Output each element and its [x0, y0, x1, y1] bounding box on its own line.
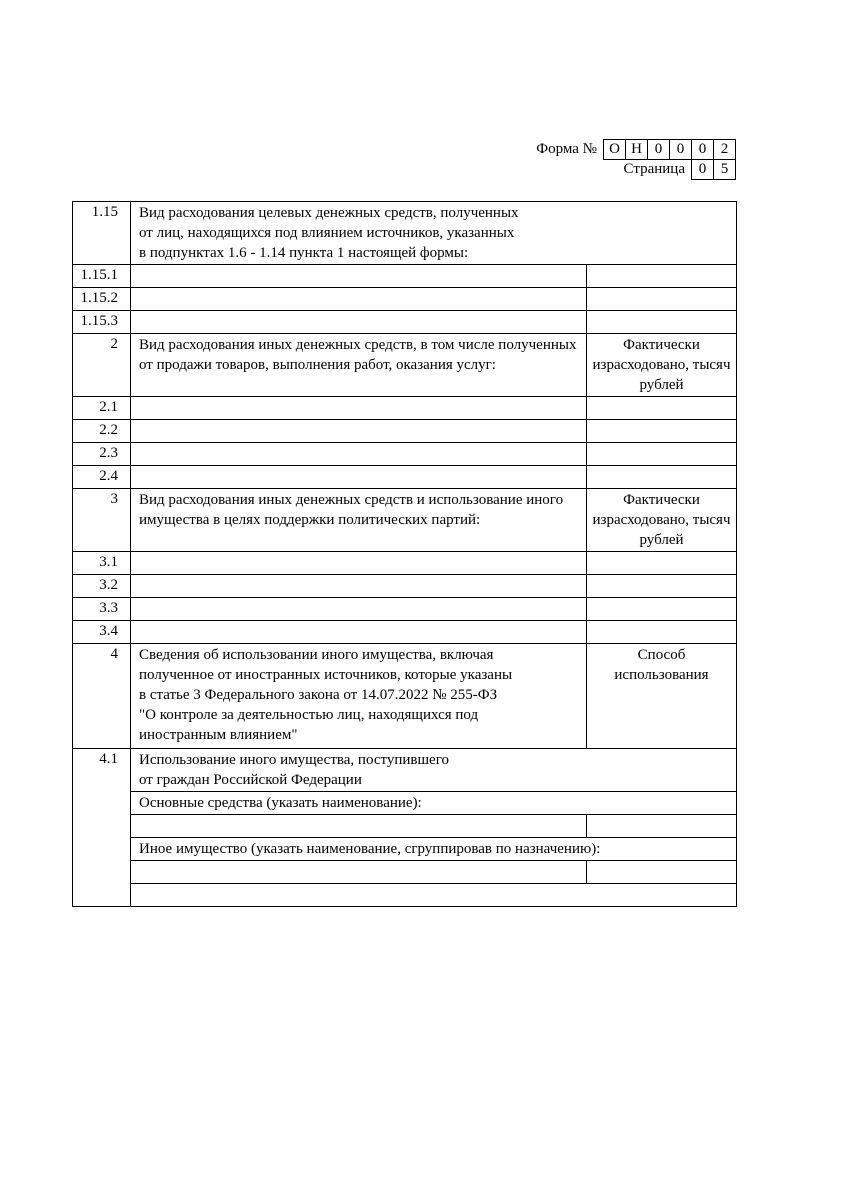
table-row-1-15-3 [73, 311, 737, 334]
value-cell[interactable] [587, 552, 737, 575]
row-number: 3.2 [73, 575, 131, 598]
row-description: Вид расходования целевых денежных средств, полученных от лиц, находящихся под влиянием источников, указанных в подпунктах 1.6 - 1.14 пункта 1 настоящей формы: [131, 202, 737, 265]
input-cell[interactable] [131, 466, 587, 489]
form-code-cell: Н [626, 140, 648, 159]
page-number-cell: 5 [714, 160, 736, 179]
value-cell[interactable] [587, 265, 737, 288]
table-row-2-1 [73, 397, 737, 420]
value-cell[interactable] [587, 397, 737, 420]
value-cell[interactable] [587, 575, 737, 598]
input-cell[interactable] [131, 443, 587, 466]
input-cell[interactable] [131, 621, 587, 644]
table-row-3-1 [73, 552, 737, 575]
input-cell[interactable] [131, 861, 587, 884]
row-number: 3.4 [73, 621, 131, 644]
value-cell[interactable] [587, 466, 737, 489]
input-cell[interactable] [131, 311, 587, 334]
other-property-row [73, 838, 737, 861]
other-property-entry-row [73, 861, 737, 884]
input-cell[interactable] [131, 420, 587, 443]
row-description: Сведения об использовании иного имущества, включая полученное от иностранных источников, которые указаны в статье 3 Федерального закона от 14.07.2022 № 255-ФЗ "О контроле за деятельностью лиц, находящихся под иностранным влиянием" [131, 644, 587, 749]
form-code-cell: 0 [648, 140, 670, 159]
value-cell[interactable] [587, 420, 737, 443]
form-code-cell: 0 [670, 140, 692, 159]
row-number: 2.1 [73, 397, 131, 420]
input-cell[interactable] [131, 815, 587, 838]
fixed-assets-row [73, 792, 737, 815]
input-cell[interactable] [131, 552, 587, 575]
fixed-assets-label: Основные средства (указать наименование): [131, 792, 737, 815]
value-cell[interactable] [587, 288, 737, 311]
row-number: 2.2 [73, 420, 131, 443]
table-row-4 [73, 644, 737, 749]
table-row-3-4 [73, 621, 737, 644]
value-cell[interactable] [587, 443, 737, 466]
form-code-cell: 0 [692, 140, 714, 159]
page-number-label: Страница [623, 161, 685, 177]
value-cell[interactable] [587, 815, 737, 838]
row-number: 3.3 [73, 598, 131, 621]
page-number-cells [691, 160, 736, 180]
input-cell[interactable] [131, 598, 587, 621]
input-cell[interactable] [131, 884, 737, 907]
value-cell[interactable] [587, 311, 737, 334]
column-header: Фактически израсходовано, тысяч рублей [587, 334, 737, 397]
input-cell[interactable] [131, 265, 587, 288]
input-cell[interactable] [131, 288, 587, 311]
table-row-3-3 [73, 598, 737, 621]
report-table [72, 201, 737, 907]
value-cell[interactable] [587, 621, 737, 644]
form-header [500, 139, 736, 181]
row-number: 2.4 [73, 466, 131, 489]
value-cell[interactable] [587, 861, 737, 884]
input-cell[interactable] [131, 397, 587, 420]
row-description: Вид расходования иных денежных средств и использование иного имущества в целях поддержки политических партий: [131, 489, 587, 552]
form-code-cell: 2 [714, 140, 736, 159]
row-number: 2.3 [73, 443, 131, 466]
table-row-2-4 [73, 466, 737, 489]
form-number-line [536, 139, 736, 160]
table-row-1-15-1 [73, 265, 737, 288]
table-row-3 [73, 489, 737, 552]
row-number: 1.15.1 [73, 265, 131, 288]
row-number: 1.15.2 [73, 288, 131, 311]
table-row-3-2 [73, 575, 737, 598]
row-number: 3.1 [73, 552, 131, 575]
table-row-2-2 [73, 420, 737, 443]
row-number: 4.1 [73, 749, 131, 907]
other-property-extra-row [73, 884, 737, 907]
column-header: Фактически израсходовано, тысяч рублей [587, 489, 737, 552]
other-property-label: Иное имущество (указать наименование, сгруппировав по назначению): [131, 838, 737, 861]
row-number: 4 [73, 644, 131, 749]
table-row-1-15 [73, 202, 737, 265]
page-number-line [624, 159, 736, 180]
form-number-label: Форма № [536, 141, 597, 157]
row-description: Вид расходования иных денежных средств, в том числе полученных от продажи товаров, выполнения работ, оказания услуг: [131, 334, 587, 397]
input-cell[interactable] [131, 575, 587, 598]
value-cell[interactable] [587, 598, 737, 621]
page-number-cell: 0 [692, 160, 714, 179]
table-row-2 [73, 334, 737, 397]
table-row-2-3 [73, 443, 737, 466]
form-code-cell: О [604, 140, 626, 159]
table-row-1-15-2 [73, 288, 737, 311]
row-description: Использование иного имущества, поступившего от граждан Российской Федерации [131, 749, 737, 792]
row-number: 1.15.3 [73, 311, 131, 334]
column-header: Способ использования [587, 644, 737, 749]
row-number: 2 [73, 334, 131, 397]
form-code-cells [603, 139, 736, 160]
row-number: 3 [73, 489, 131, 552]
row-number: 1.15 [73, 202, 131, 265]
table-row-4-1 [73, 749, 737, 792]
fixed-assets-entry-row [73, 815, 737, 838]
